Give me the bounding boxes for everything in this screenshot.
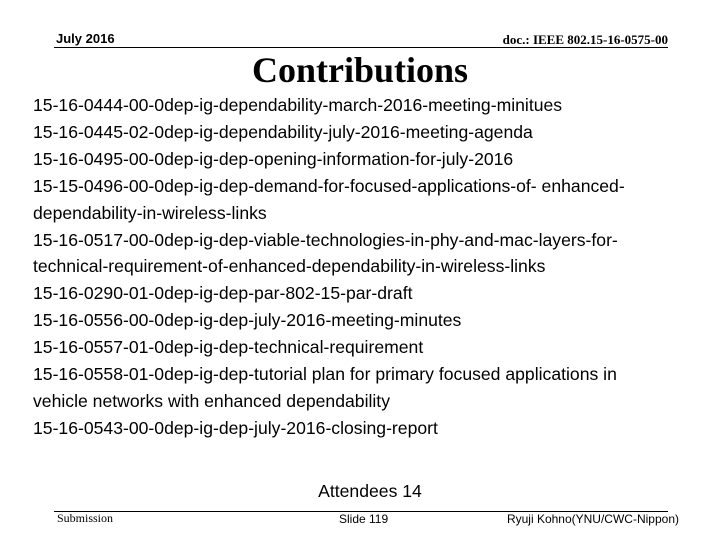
attendees-count: Attendees 14	[318, 481, 422, 501]
contribution-item: 15-16-0517-00-0dep-ig-dep-viable-technologies-in-phy-and-mac-layers-for- technical-requirement-of-enhanced-dependability-in-wireless-links	[33, 229, 618, 277]
footer-slide-number: Slide 119	[339, 512, 389, 526]
contribution-item: 15-16-0556-00-0dep-ig-dep-july-2016-meeting-minutes	[33, 310, 462, 331]
contribution-item: 15-16-0445-02-0dep-ig-dependability-july-2016-meeting-agenda	[33, 121, 533, 142]
header-doc-id: doc.: IEEE 802.15-16-0575-00	[502, 32, 668, 47]
header-date: July 2016	[56, 31, 115, 46]
contribution-item: 15-15-0496-00-0dep-ig-dep-demand-for-focused-applications-of- enhanced- dependability-in-wireless-links	[33, 175, 625, 223]
footer-submission: Submission	[57, 511, 114, 525]
contribution-list	[33, 92, 705, 442]
contribution-item: 15-16-0290-01-0dep-ig-dep-par-802-15-par-draft	[33, 283, 413, 304]
contribution-item: 15-16-0495-00-0dep-ig-dep-opening-information-for-july-2016	[33, 148, 514, 169]
contribution-item: 15-16-0557-01-0dep-ig-dep-technical-requirement	[33, 337, 424, 358]
contribution-item: 15-16-0444-00-0dep-ig-dependability-march-2016-meeting-minitues	[33, 95, 563, 115]
contribution-item: 15-16-0558-01-0dep-ig-dep-tutorial plan for primary focused applications in vehicle networks with enhanced dependability	[33, 364, 617, 411]
contribution-item: 15-16-0543-00-0dep-ig-dep-july-2016-closing-report	[33, 417, 438, 438]
slide-title: Contributions	[251, 50, 469, 90]
footer-author: Ryuji Kohno(YNU/CWC-Nippon)	[506, 512, 679, 526]
